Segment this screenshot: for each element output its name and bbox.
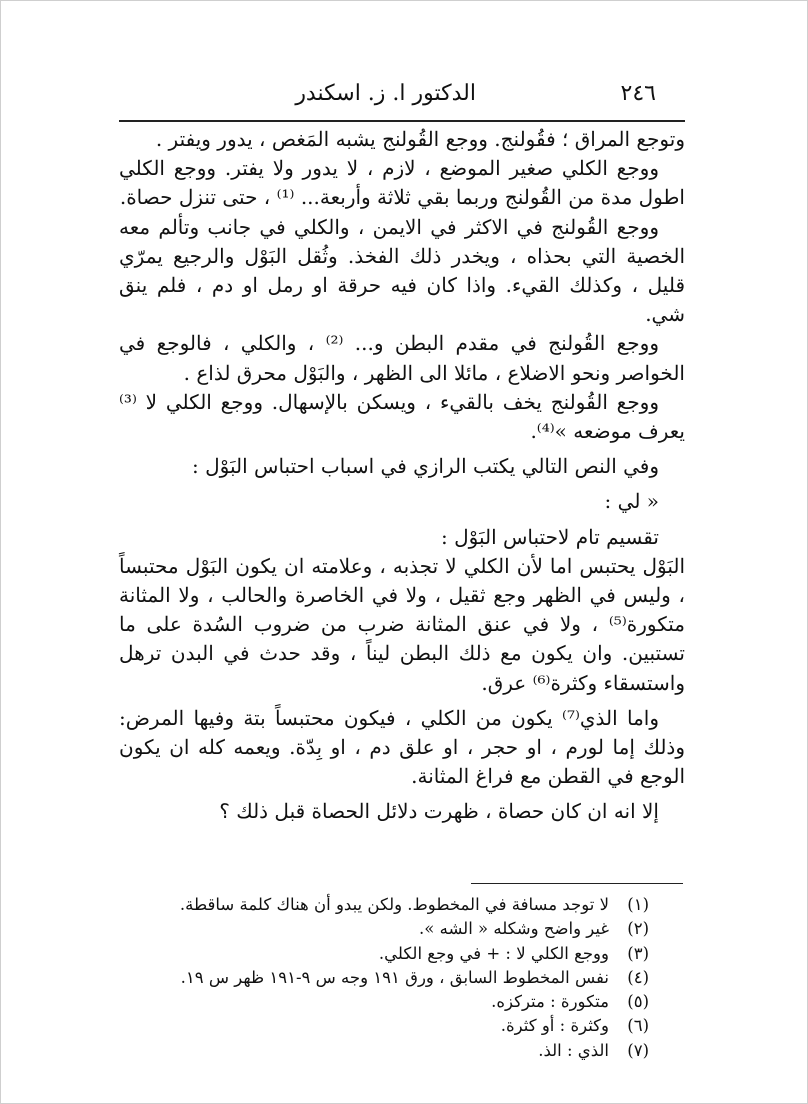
paragraph: إلا انه ان كان حصاة ، ظهرت دلائل الحصاة قبل ذلك ؟: [219, 799, 659, 824]
footnote-text: ووجع الكلي لا : + في وجع الكلي.: [378, 943, 609, 963]
paragraph: وفي النص التالي يكتب الرازي في اسباب احتباس البَوْل :: [192, 454, 659, 479]
header-rule: [119, 120, 685, 122]
paragraph: واما الذي⁽⁷⁾ يكون من الكلي ، فيكون محتبساً بتة وفيها المرض: وذلك إما لورم ، او حجر ، او علق دم ، او بِدّة. ويعمه كله ان يكون الوجع في القطن مع فراغ المثانة.: [119, 705, 685, 789]
footnote-number: (٤): [627, 967, 649, 987]
footnote-item: [151, 893, 649, 917]
footnote-number: (٦): [627, 1016, 649, 1036]
footnote-item: [151, 1039, 649, 1063]
running-title: الدكتور ا. ز. اسكندر: [295, 81, 476, 106]
footnote-item: [151, 942, 649, 966]
paragraph: ووجع الكلي صغير الموضع ، لازم ، لا يدور ولا يفتر. ووجع الكلي اطول مدة من القُولنج وربما بقي ثلاثة وأربعة... ⁽¹⁾ ، حتى تنزل حصاة.: [119, 156, 685, 210]
footnote-text: الذي : الذ.: [538, 1040, 609, 1060]
page-number: ٢٤٦: [620, 81, 656, 106]
quote-opening: « لي :: [604, 489, 659, 514]
main-text: [119, 125, 685, 827]
section-heading: تقسيم تام لاحتباس البَوْل :: [441, 524, 659, 549]
footnote-number: (٣): [627, 943, 649, 963]
footnote-number: (٢): [627, 919, 649, 939]
footnote-item: [151, 917, 649, 941]
footnote-separator: [471, 883, 683, 884]
footnote-item: [151, 966, 649, 990]
paragraph: ووجع القُولنج في مقدم البطن و... ⁽²⁾ ، والكلي ، فالوجع في الخواصر ونحو الاضلاع ، مائلا الى الظهر ، والبَوْل محرق لذاع .: [119, 331, 685, 385]
paragraph: ووجع القُولنج في الاكثر في الايمن ، والكلي في جانب وتألم معه الخصية التي بحذاه ، ويخدر ذلك الفخذ. وثُقل البَوْل والرجيع يمرّي قليل ، وكذلك القيء. واذا كان فيه حرقة او رمل او دم ، فلم ينق شي.: [119, 214, 685, 327]
footnote-text: متكورة : مترکزه.: [491, 992, 609, 1012]
paragraph: وتوجع المراق ؛ فقُولنج. ووجع القُولنج يشبه المَغص ، يدور ويفتر .: [155, 127, 685, 151]
footnote-text: لا توجد مسافة في المخطوط. ولكن يبدو أن هناك كلمة ساقطة.: [179, 895, 609, 914]
footnote-item: [151, 1014, 649, 1038]
footnote-item: [151, 990, 649, 1014]
footnote-text: نفس المخطوط السابق ، ورق ١٩١ وجه س ٩-١٩١ ظهر س ١٩.: [180, 967, 609, 987]
running-header: [151, 79, 656, 119]
footnote-text: وكثرة : أو كثرة.: [500, 1016, 609, 1036]
paragraph: البَوْل يحتبس اما لأن الكلي لا تجذبه ، وعلامته ان يكون البَوْل محتبساً ، وليس في الظهر وجع ثقيل ، ولا في الخاصرة والحالب ، ولا المثانة متكورة⁽⁵⁾ ، ولا في عنق المثانة ضرب من ضروب السُدة على ما تستبين. وان يكون مع ذلك البطن ليناً ، وقد حدث في البدن ترهل واستسقاء وكثرة⁽⁶⁾ عرق.: [119, 553, 685, 695]
footnote-number: (١): [627, 895, 649, 914]
footnote-number: (٧): [627, 1040, 649, 1060]
footnote-number: (٥): [627, 992, 649, 1012]
paragraph: ووجع القُولنج يخف بالقيء ، ويسكن بالإسهال. ووجع الكلي لا ⁽³⁾ يعرف موضعه »⁽⁴⁾.: [119, 389, 685, 444]
footnotes: [151, 893, 649, 1063]
footnote-text: غير واضح وشكله « الشه ».: [419, 919, 609, 939]
